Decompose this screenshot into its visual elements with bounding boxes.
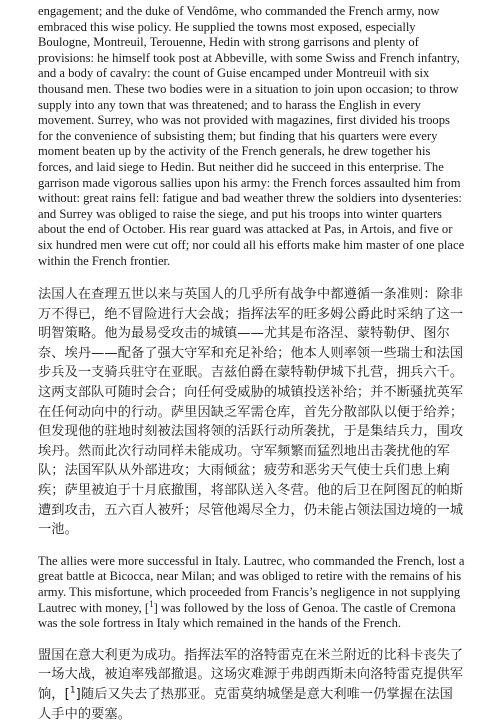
footnote-marker[interactable]: 1 — [69, 685, 76, 696]
footnote-marker[interactable]: 1 — [149, 598, 154, 609]
chinese-paragraph-2-text-b: ]随后又失去了热那亚。克雷莫纳城堡是意大利唯一仍掌握在法国人手中的要塞。 — [38, 686, 453, 722]
english-paragraph-2 — [38, 554, 466, 632]
english-paragraph-1: engagement; and the duke of Vendôme, who commanded the French army, now embraced this wise policy. He supplied the towns most exposed, especially Boulogne, Montreuil, Terouenne, Hedin with strong garrisons and plenty of provisions: he himself took post at Abbeville, with some Swiss and French infantry, and a body of cavalry: the count of Guise encamped under Montreuil with six thousand men. These two bodies were in a situation to join upon occasion; to throw supply into any town that was threatened; and to harass the English in every movement. Surrey, who was not provided with magazines, first divided his troops for the convenience of subsisting them; but finding that his quarters were every moment beaten up by the activity of the French generals, he drew together his forces, and laid siege to Hedin. But neither did he succeed in this enterprise. The garrison made vigorous sallies upon his army: the French forces assaulted him from without: great rains fell: fatigue and bad weather threw the soldiers into dysenteries: and Surrey was obliged to raise the siege, and put his troops into winter quarters about the end of October. His rear guard was attacked at Pas, in Artois, and five or six hundred men were cut off; nor could all his efforts make him master of one place within the French frontier. — [38, 4, 465, 268]
chinese-paragraph-1: 法国人在查理五世以来与英国人的几乎所有战争中都遵循一条准则：除非万不得已，绝不冒险进行大会战；指挥法军的旺多姆公爵此时采纳了这一明智策略。他为最易受攻击的城镇——尤其是布洛涅、蒙特勒伊、图尔奈、埃丹——配备了强大守军和充足补给；他本人则率领一些瑞士和法国步兵及一支骑兵驻守在亚眠。吉兹伯爵在蒙特勒伊城下扎营，拥兵六千。这两支部队可随时会合；向任何受威胁的城镇投送补给；并不断骚扰英军在任何动向中的行动。萨里因缺乏军需仓库，首先分散部队以便于给养；但发现他的驻地时刻被法国将领的活跃行动所袭扰，于是集结兵力，围攻埃丹。然而此次行动同样未能成功。守军频繁而猛烈地出击袭扰他的军队；法国军队从外部进攻；大雨倾盆；疲劳和恶劣天气使士兵们患上痢疾；萨里被迫于十月底撤围，将部队送入冬营。他的后卫在阿图瓦的帕斯遭到攻击，五六百人被歼；尽管他竭尽全力，仍未能占领法国边境的一城一池。 — [38, 287, 464, 538]
chinese-paragraph-2 — [38, 646, 466, 724]
english-paragraph-2-text-a: The allies were more successful in Italy. Lautrec, who commanded the French, lost a great battle at Bicocca, near Milan; and was obliged to retire with the remains of his army. This misfortune, which proceeded from Francis’s negligence in not supplying Lautrec with money, [ — [38, 553, 465, 615]
chinese-paragraph-2-text-a: 盟国在意大利更为成功。指挥法军的洛特雷克在米兰附近的比科卡丧失了一场大战，被迫率残部撤退。这场灾难源于弗朗西斯未向洛特雷克提供军饷，[ — [38, 647, 464, 702]
document-page — [38, 4, 466, 724]
english-paragraph-2-text-b: ] was followed by the loss of Genoa. The castle of Cremona was the sole fortress in Italy which remained in the hands of the French. — [38, 600, 456, 631]
